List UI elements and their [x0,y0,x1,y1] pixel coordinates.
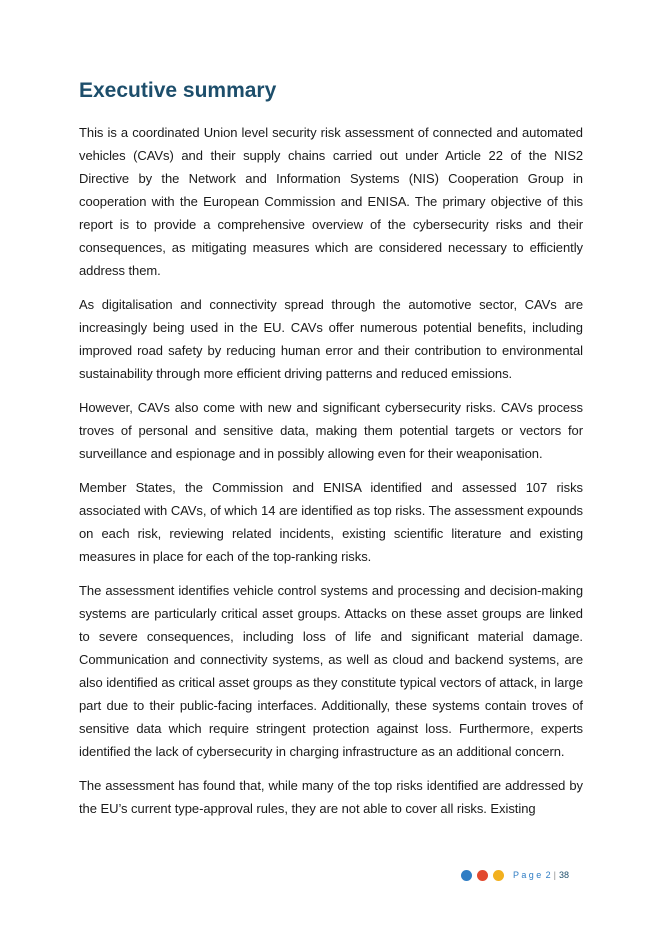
page-separator: | [553,870,556,880]
section-heading: Executive summary [79,79,277,102]
paragraph: The assessment identifies vehicle control systems and processing and decision-making systems are particularly critical asset groups. Attacks on these asset groups are linked to severe consequences, including loss of life and significant material damage. Communication and connectivity systems, as well as cloud and backend systems, are also identified as critical asset groups as they constitute typical vectors of attack, in large part due to their public-facing interfaces. Additionally, these systems contain troves of sensitive data which require stringent protection against loss. Furthermore, experts identified the lack of cybersecurity in charging infrastructure as an additional concern. [79,583,583,759]
paragraph: However, CAVs also come with new and significant cybersecurity risks. CAVs process troves of personal and sensitive data, making them potential targets or vectors for surveillance and espionage and in possibly allowing even for their weaponisation. [79,400,583,461]
yellow-dot-icon [493,870,504,881]
page-number: 2 [545,870,551,880]
page-label: Page [513,870,544,880]
paragraph: As digitalisation and connectivity spread through the automotive sector, CAVs are increasingly being used in the EU. CAVs offer numerous potential benefits, including improved road safety by reducing human error and their contribution to environmental sustainability through more efficient driving patterns and reduced emissions. [79,297,583,381]
paragraph: This is a coordinated Union level security risk assessment of connected and automated vehicles (CAVs) and their supply chains carried out under Article 22 of the NIS2 Directive by the Network and Information Systems (NIS) Cooperation Group in cooperation with the European Commission and ENISA. The primary objective of this report is to provide a comprehensive overview of the cybersecurity risks and their consequences, as mitigating measures which are considered necessary to efficiently address them. [79,125,583,278]
paragraph: The assessment has found that, while many of the top risks identified are addressed by the EU’s current type-approval rules, they are not able to cover all risks. Existing [79,778,583,816]
blue-dot-icon [461,870,472,881]
red-dot-icon [477,870,488,881]
page-footer [461,867,569,883]
paragraph: Member States, the Commission and ENISA identified and assessed 107 risks associated with CAVs, of which 14 are identified as top risks. The assessment expounds on each risk, reviewing related incidents, existing scientific literature and existing measures in place for each of the top-ranking risks. [79,480,583,564]
document-body [79,121,583,831]
page-total: 38 [558,870,569,880]
